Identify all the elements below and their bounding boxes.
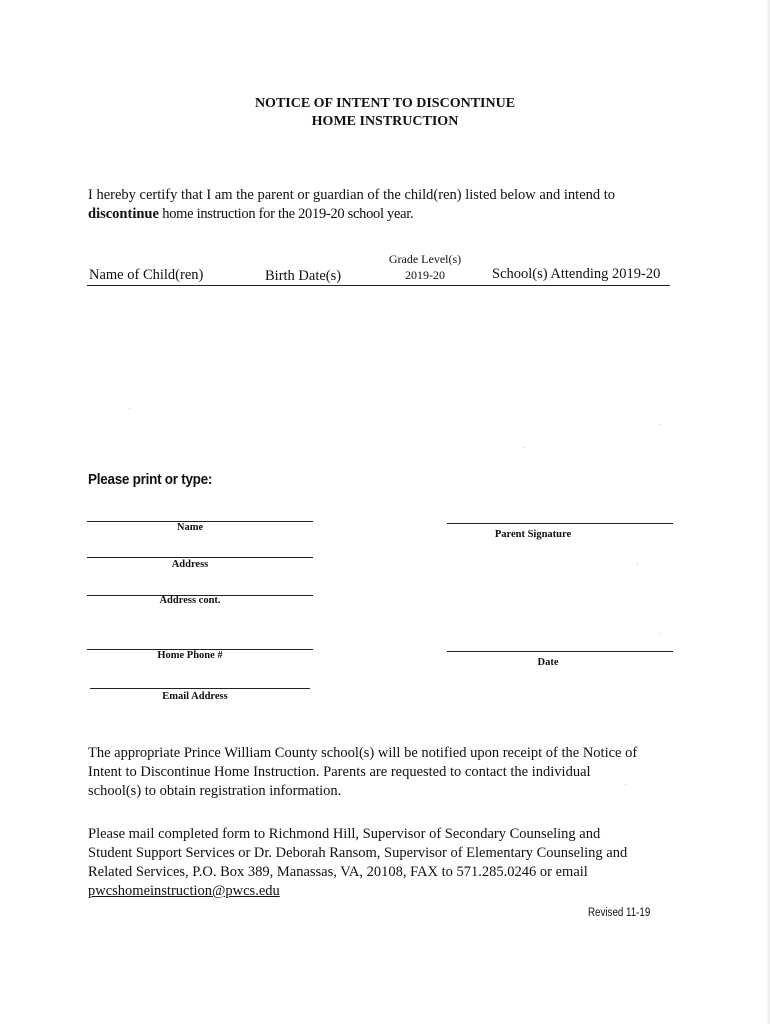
address-line[interactable] [87,557,313,558]
mail-email-link[interactable]: pwcshomeinstruction@pwcs.edu [88,883,280,899]
form-title-line2: HOME INSTRUCTION [311,114,459,129]
certify-paragraph [88,186,708,224]
scan-speck [637,563,638,564]
notice-line3: school(s) to obtain registration information. [88,783,342,799]
mail-line2: Student Support Services or Dr. Deborah Ransom, Supervisor of Elementary Counseling and [88,845,628,861]
certify-bold-word: discontinue [88,206,159,222]
parent-signature-line[interactable] [447,523,673,524]
address-cont-label: Address cont. [159,595,221,606]
table-header-underline [87,285,670,286]
schools-attending-header: School(s) Attending 2019-20 [492,266,661,282]
mail-line3: Related Services, P.O. Box 389, Manassas, VA, 20108, FAX to 571.285.0246 or email [88,864,588,880]
scan-speck [524,447,525,448]
birth-dates-header: Birth Date(s) [265,268,342,284]
date-line[interactable] [447,651,673,652]
home-phone-label: Home Phone # [157,650,223,661]
scan-speck [625,784,626,785]
notice-line2: Intent to Discontinue Home Instruction. Parents are requested to contact the individual [88,764,591,780]
notice-paragraph [88,744,708,801]
email-label: Email Address [162,691,228,702]
revised-date: Revised 11-19 [587,907,650,919]
grade-level-header-line1: Grade Level(s) [388,252,462,266]
notice-line1: The appropriate Prince William County school(s) will be notified upon receipt of the Notice of [88,745,638,761]
please-print-heading: Please print or type: [88,471,213,488]
mail-paragraph [88,825,708,901]
name-label: Name [176,522,204,533]
date-label: Date [537,657,559,668]
certify-line2-rest: home instruction for the 2019-20 school year. [158,206,414,222]
scan-edge-shadow [766,0,770,1024]
certify-line2 [88,205,708,224]
form-title-line1: NOTICE OF INTENT TO DISCONTINUE [254,96,516,111]
scan-speck [659,424,660,425]
email-line[interactable] [90,688,310,689]
mail-line1: Please mail completed form to Richmond Hill, Supervisor of Secondary Counseling and [88,826,601,842]
parent-signature-label: Parent Signature [494,529,572,540]
scan-speck [660,633,661,634]
address-label: Address [171,559,209,570]
name-of-children-header: Name of Child(ren) [89,267,204,283]
certify-line1: I hereby certify that I am the parent or guardian of the child(ren) listed below and intend to [88,187,616,203]
grade-level-header-line2: 2019-20 [405,268,445,282]
scan-speck [129,408,130,409]
